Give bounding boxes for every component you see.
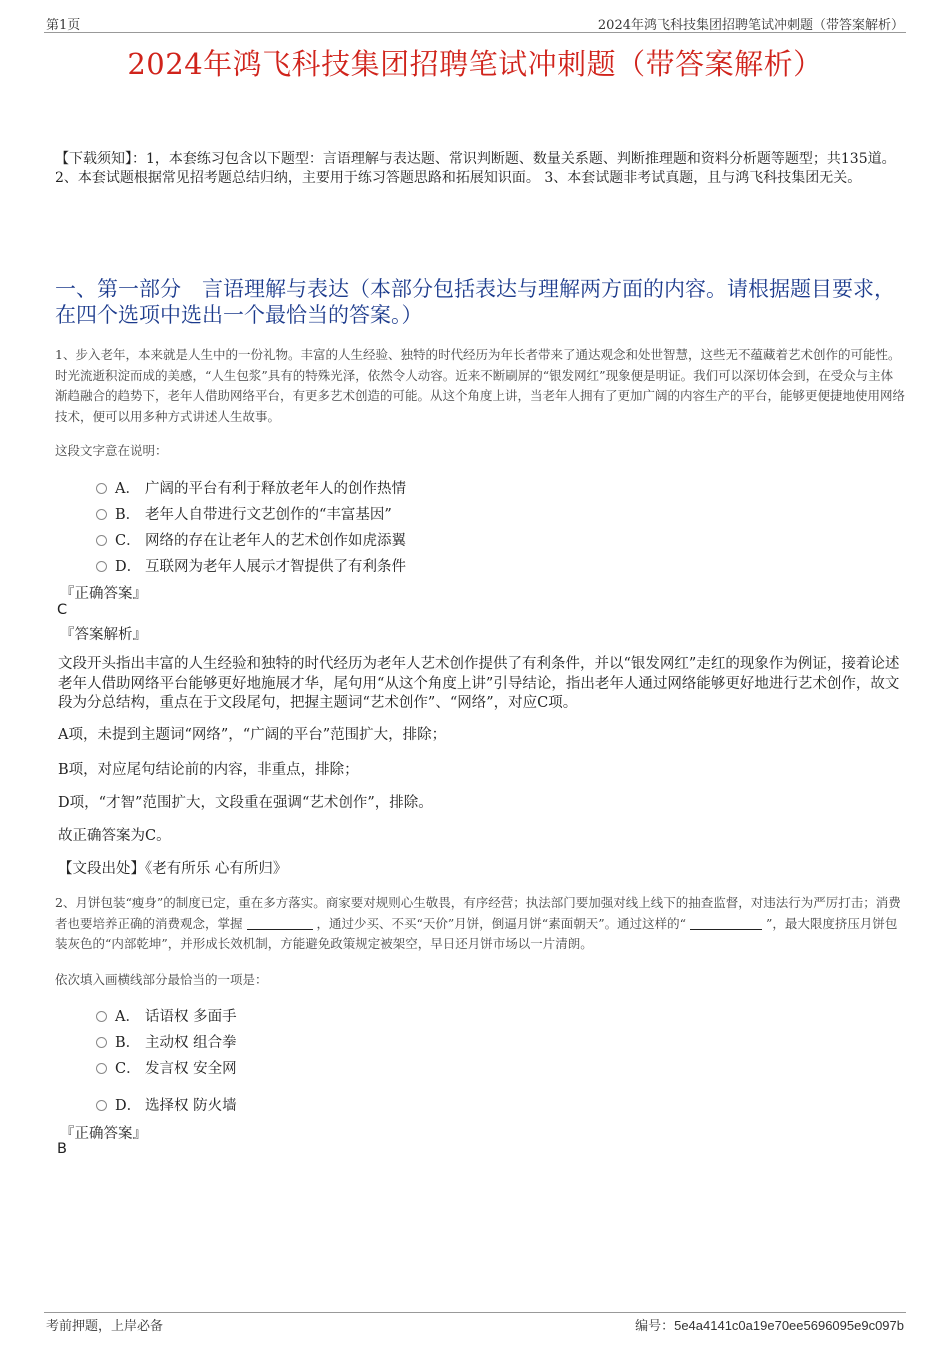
q2-option-b[interactable] — [96, 1031, 237, 1052]
fill-blank-1 — [247, 917, 313, 930]
option-text: 主动权 组合拳 — [145, 1035, 237, 1051]
q1-analysis-b: B项，对应尾句结论前的内容，非重点，排除； — [58, 762, 359, 778]
option-letter: B． — [115, 1035, 141, 1051]
option-text: 选择权 防火墙 — [145, 1098, 237, 1114]
q1-option-c[interactable] — [96, 529, 406, 550]
q2-option-d[interactable] — [96, 1094, 237, 1115]
q2-text-part1: 2、月饼包装“瘦身”的制度已定，重在多方落实。商家要对规则心生敬畏，有序经营；执法部门要加强对线上线下的抽查监督，对违法行为严厉打击；消费者也要培养正确的消费观念，掌握 — [55, 895, 901, 931]
option-letter: B． — [115, 507, 141, 523]
footer-code — [635, 1315, 904, 1334]
option-text: 话语权 多面手 — [145, 1009, 237, 1025]
q2-answer-label: 『正确答案』 — [60, 1126, 147, 1142]
option-letter: C． — [115, 1061, 141, 1077]
download-notice: 【下载须知】：1，本套练习包含以下题型：言语理解与表达题、常识判断题、数量关系题、判断推理题和资料分析题等题型；共135道。 2、本套试题根据常见招考题总结归纳，主要用于练习答题思路和拓展知识面。 3、本套试题非考试真题，且与鸿飞科技集团无关。 — [55, 151, 896, 186]
option-letter: D． — [115, 1098, 142, 1114]
option-text: 广阔的平台有利于释放老年人的创作热情 — [145, 481, 406, 497]
q1-analysis-label: 『答案解析』 — [60, 627, 147, 643]
q1-answer-label: 『正确答案』 — [60, 586, 147, 602]
radio-icon[interactable] — [96, 561, 107, 572]
footer-divider — [44, 1312, 906, 1313]
radio-icon[interactable] — [96, 509, 107, 520]
question-1-text: 1、步入老年，本来就是人生中的一份礼物。丰富的人生经验、独特的时代经历为年长者带来了通达观念和处世智慧，这些无不蕴藏着艺术创作的可能性。时光流逝积淀而成的美感，“人生包浆”具有的特殊光泽，依然令人动容。近来不断刷屏的“银发网红”现象便是明证。我们可以深切体会到，在受众与主体渐趋融合的趋势下，老年人借助网络平台，有更多艺术创造的可能。从这个角度上讲，当老年人拥有了更加广阔的内容生产的平台，能够更便捷地使用网络技术，便可以用多种方式讲述人生故事。 — [55, 347, 906, 424]
radio-icon[interactable] — [96, 1100, 107, 1111]
header-doc-title: 2024年鸿飞科技集团招聘笔试冲刺题（带答案解析） — [597, 18, 904, 33]
radio-icon[interactable] — [96, 483, 107, 494]
q2-text-part3: ”，最大限度挤压月饼包装灰色的“内部乾坤”，并形成长效机制，方能避免政策规定被架空，早日还月饼市场以一片清朗。 — [55, 915, 898, 951]
section-heading: 一、第一部分 言语理解与表达（本部分包括表达与理解两方面的内容。请根据题目要求，在四个选项中选出一个最恰当的答案。） — [55, 277, 895, 327]
option-text: 网络的存在让老年人的艺术创作如虎添翼 — [145, 533, 406, 549]
q1-option-b[interactable] — [96, 503, 392, 524]
q1-analysis-a: A项，未提到主题词“网络”，“广阔的平台”范围扩大，排除； — [58, 727, 447, 743]
header-divider — [44, 32, 906, 33]
option-letter: A． — [115, 481, 140, 497]
q1-option-a[interactable] — [96, 477, 406, 498]
page-number: 第1页 — [46, 18, 81, 33]
question-2-prompt: 依次填入画横线部分最恰当的一项是： — [55, 972, 268, 987]
option-letter: A． — [115, 1009, 140, 1025]
footer-code-value: 5e4a4141c0a19e70ee5696095e9c097b — [674, 1318, 904, 1333]
q2-answer: B — [57, 1141, 67, 1157]
q2-text-part2: ，通过少买、不买“天价”月饼，倒逼月饼“素面朝天”。通过这样的“ — [316, 915, 686, 931]
question-1-prompt: 这段文字意在说明： — [55, 443, 168, 458]
option-text: 互联网为老年人展示才智提供了有利条件 — [145, 559, 406, 575]
footer-slogan: 考前押题，上岸必备 — [46, 1319, 164, 1334]
q1-conclusion: 故正确答案为C。 — [58, 828, 171, 844]
radio-icon[interactable] — [96, 535, 107, 546]
option-letter: D． — [115, 559, 142, 575]
page-title: 2024年鸿飞科技集团招聘笔试冲刺题（带答案解析） — [127, 47, 823, 81]
option-text: 发言权 安全网 — [145, 1061, 237, 1077]
q2-option-a[interactable] — [96, 1005, 237, 1026]
q1-analysis: 文段开头指出丰富的人生经验和独特的时代经历为老年人艺术创作提供了有利条件，并以“银发网红”走红的现象作为例证，接着论述老年人借助网络平台能够更好地施展才华，尾句用“从这个角度上讲”引导结论，指出老年人通过网络能够更好地进行艺术创作，故文段为分总结构，重点在于文段尾句，把握主题词“艺术创作”、“网络”，对应C项。 — [58, 656, 900, 711]
option-letter: C． — [115, 533, 141, 549]
q1-analysis-d: D项，“才智”范围扩大，文段重在强调“艺术创作”，排除。 — [58, 795, 433, 811]
q1-answer: C — [57, 602, 68, 618]
footer-code-label: 编号： — [635, 1319, 675, 1334]
q2-option-c[interactable] — [96, 1057, 237, 1078]
question-2-text — [55, 893, 905, 955]
radio-icon[interactable] — [96, 1011, 107, 1022]
radio-icon[interactable] — [96, 1037, 107, 1048]
option-text: 老年人自带进行文艺创作的“丰富基因” — [145, 507, 392, 523]
radio-icon[interactable] — [96, 1063, 107, 1074]
q1-source: 【文段出处】《老有所乐 心有所归》 — [58, 861, 288, 877]
q1-option-d[interactable] — [96, 555, 406, 576]
fill-blank-2 — [690, 917, 762, 930]
